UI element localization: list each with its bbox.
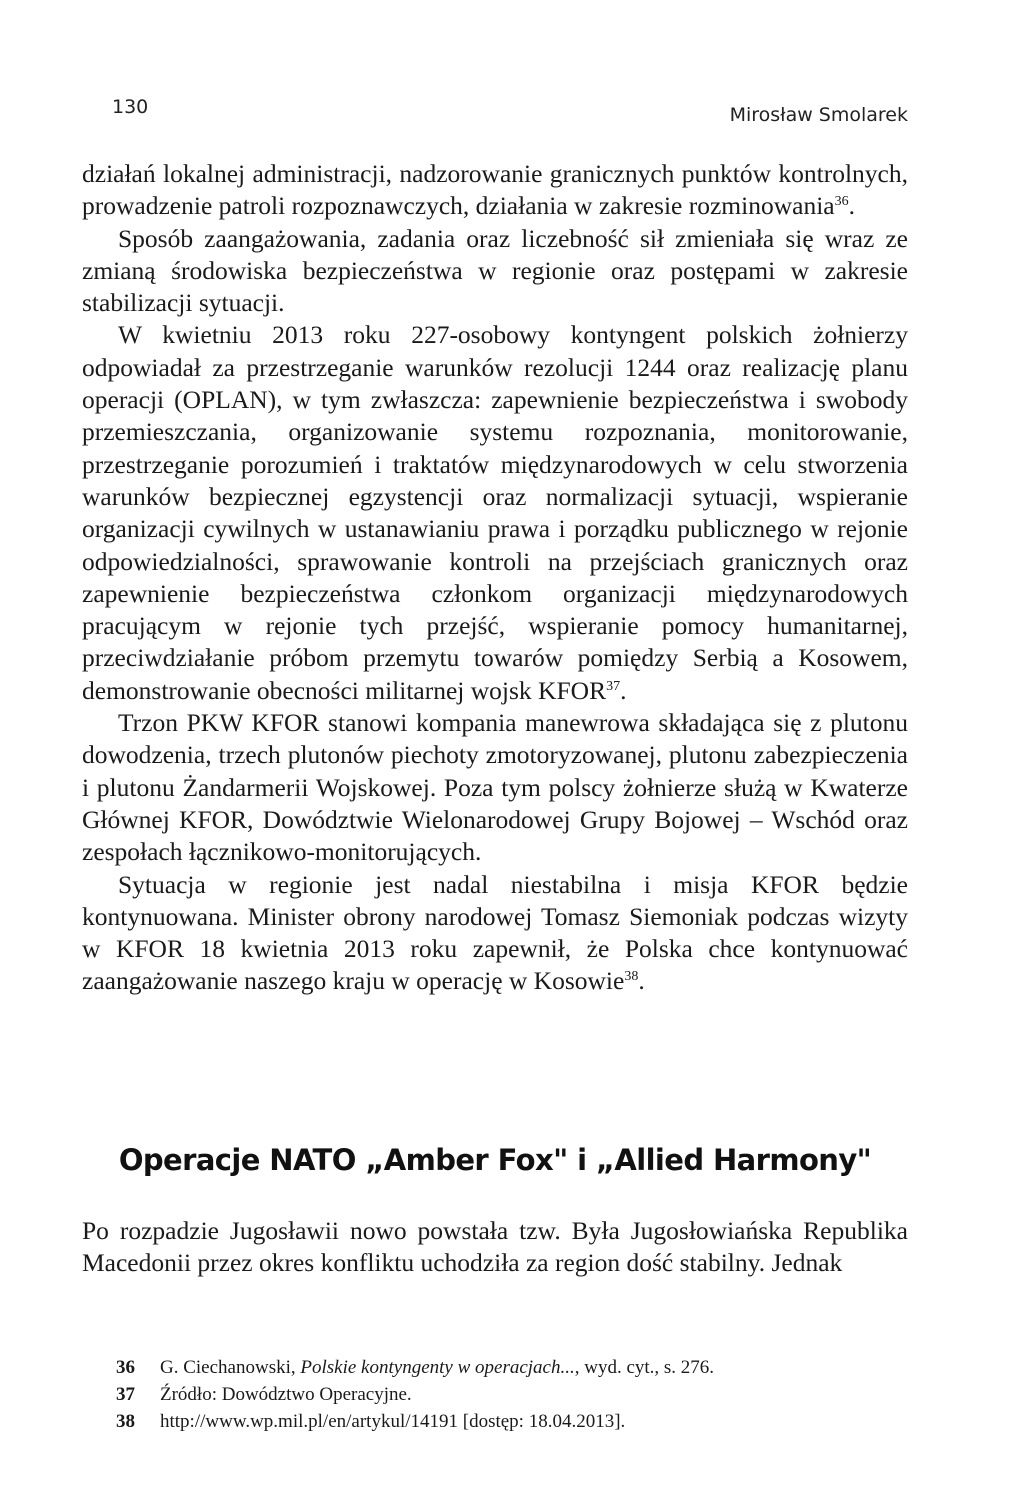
footnote-ref-37[interactable]: 37 bbox=[606, 678, 621, 694]
footnote-number: 36 bbox=[116, 1357, 135, 1378]
section-paragraph-1: Po rozpadzie Jugosławii nowo powstała tzw. Była Jugosłowiańska Republika Macedonii przez okres konfliktu uchodziła za region dość stabilny. Jednak bbox=[82, 1216, 908, 1278]
footnote-text bbox=[160, 1354, 896, 1381]
paragraph-1 bbox=[82, 158, 908, 223]
footnote-ref-36[interactable]: 36 bbox=[834, 194, 849, 210]
paragraph-1-text: działań lokalnej administracji, nadzorowanie granicznych punktów kontrolnych, prowadzenie patroli rozpoznawczych, działania w zakresie rozminowania bbox=[82, 159, 908, 221]
footnote bbox=[116, 1408, 896, 1435]
footnote-details: , wyd. cyt., s. 276. bbox=[574, 1357, 715, 1378]
footnote bbox=[116, 1381, 896, 1408]
footnote-text: Źródło: Dowództwo Operacyjne. bbox=[160, 1384, 412, 1405]
footnote-link[interactable]: http://www.wp.mil.pl/en/artykul/14191 [dostęp: 18.04.2013]. bbox=[160, 1411, 626, 1432]
paragraph-4: Trzon PKW KFOR stanowi kompania manewrowa składająca się z plutonu dowodzenia, trzech plutonów piechoty zmotoryzowanej, plutonu zabezpieczenia i plutonu Żandarmerii Wojskowej. Poza tym polscy żołnierze służą w Kwaterze Głównej KFOR, Dowództwie Wielonarodowej Grupy Bojowej – Wschód oraz zespołach łącznikowo-monitorujących. bbox=[82, 708, 908, 867]
paragraph-2: Sposób zaangażowania, zadania oraz liczebność sił zmieniała się wraz ze zmianą środowiska bezpieczeństwa w regionie oraz postępami w zakresie stabilizacji sytuacji. bbox=[82, 223, 908, 318]
footnote bbox=[116, 1354, 896, 1381]
footnote-number: 37 bbox=[116, 1384, 135, 1405]
section-heading: Operacje NATO „Amber Fox" i „Allied Harmony" bbox=[118, 1143, 872, 1177]
paragraph-3-text: W kwietniu 2013 roku 227-osobowy kontyngent polskich żołnierzy odpowiadał za przestrzeganie warunków rezolucji 1244 oraz realizację planu operacji (OPLAN), w tym zwłaszcza: zapewnienie bezpieczeństwa i swobody przemieszczania, organizowanie systemu rozpoznania, monitorowanie, przestrzeganie porozumień i traktatów międzynarodowych w celu stworzenia warunków bezpiecznej egzystencji oraz normalizacji sytuacji, wspieranie organizacji cywilnych w ustanawianiu prawa i porządku publicznego w rejonie odpowiedzialności, sprawowanie kontroli na przejściach granicznych oraz zapewnienie bezpieczeństwa członkom organizacji międzynarodowych pracującym w rejonie tych przejść, wspieranie pomocy humanitarnej, przeciwdziałanie próbom przemytu towarów pomiędzy Serbią a Kosowem, demonstrowanie obecności militarnej wojsk KFOR bbox=[82, 320, 908, 705]
paragraph-3-end: . bbox=[620, 675, 627, 705]
paragraph-5-end: . bbox=[638, 966, 645, 996]
paragraph-3 bbox=[82, 319, 908, 707]
paragraph-5-text: Sytuacja w regionie jest nadal niestabilna i misja KFOR będzie kontynuowana. Minister obrony narodowej Tomasz Siemoniak podczas wizyty w KFOR 18 kwietnia 2013 roku zapewnił, że Polska chce kontynuować zaangażowanie naszego kraju w operację w Kosowie bbox=[82, 869, 908, 996]
paragraph-5 bbox=[82, 869, 908, 998]
footnote-ref-38[interactable]: 38 bbox=[624, 969, 639, 985]
section-text bbox=[82, 1215, 908, 1280]
body-text bbox=[82, 158, 908, 998]
footnote-author: G. Ciechanowski, bbox=[160, 1357, 301, 1378]
footnote-number: 38 bbox=[116, 1411, 135, 1432]
footnotes bbox=[116, 1354, 896, 1435]
footnote-title: Polskie kontyngenty w operacjach... bbox=[300, 1357, 575, 1378]
running-head-author: Mirosław Smolarek bbox=[729, 104, 908, 126]
page-number: 130 bbox=[112, 96, 149, 118]
paragraph-1-end: . bbox=[848, 191, 855, 221]
